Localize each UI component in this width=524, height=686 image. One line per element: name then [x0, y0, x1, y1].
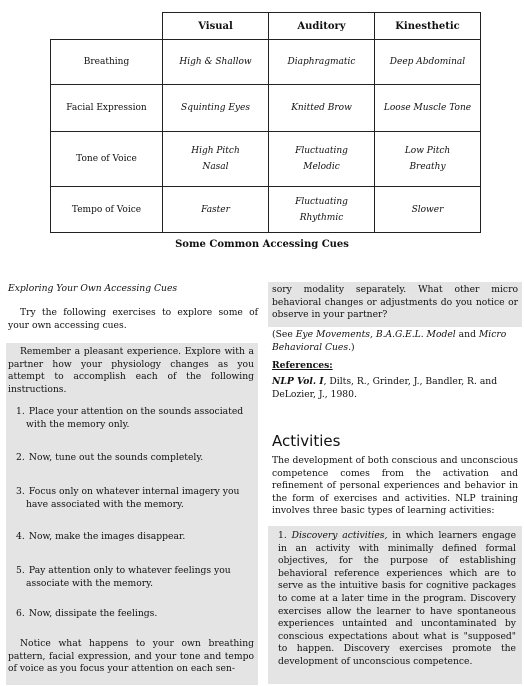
see-and: and: [455, 329, 479, 340]
exercise-heading: Exploring Your Own Accessing Cues: [8, 283, 178, 294]
cell-tone-visual: [163, 132, 269, 187]
step-text: Now, make the images disappear.: [28, 531, 186, 542]
cell-tone-auditory: [269, 132, 375, 187]
cell-tone-kinesthetic-line1: Low Pitch: [404, 146, 451, 156]
row-label-tone-of-voice: Tone of Voice: [51, 132, 163, 187]
list-item: [16, 452, 252, 465]
row-label-facial-expression: Facial Expression: [51, 85, 163, 132]
reference-title: NLP Vol. I: [272, 376, 324, 387]
list-item: [16, 565, 252, 590]
cell-breathing-kinesthetic: Deep Abdominal: [375, 40, 481, 85]
header-kinesthetic: Kinesthetic: [375, 13, 481, 40]
step-number: 5.: [16, 565, 25, 576]
cell-tone-kinesthetic: [375, 132, 481, 187]
step-text-cont: with the memory only.: [26, 418, 130, 430]
cell-tone-auditory-line1: Fluctuating: [295, 146, 348, 156]
step-number: 3.: [16, 486, 25, 497]
cell-tempo-visual: Faster: [163, 187, 269, 233]
list-item: [16, 486, 252, 511]
discovery-activities-item: [278, 530, 516, 669]
cell-tone-visual-line1: High Pitch: [191, 146, 240, 156]
see-open: (See: [272, 329, 296, 340]
table-row: [51, 40, 481, 85]
cell-tone-kinesthetic-line2: Breathy: [409, 162, 446, 172]
cell-tempo-auditory: [269, 187, 375, 233]
list-item: [16, 531, 252, 544]
cell-facial-auditory: Knitted Brow: [269, 85, 375, 132]
see-last: Micro Behavioral Cues.: [272, 329, 507, 353]
table-header-row: [51, 13, 481, 40]
cell-tone-visual-line2: Nasal: [202, 162, 229, 172]
exercise-box-outro: Notice what happens to your own breathing pattern, facial expression, and your tone and tempo of voice as you focus your attention on each sen-: [8, 638, 254, 675]
activities-heading: Activities: [272, 432, 341, 450]
see-close: ): [351, 341, 355, 353]
see-items: Eye Movements, B.A.G.E.L. Model: [295, 329, 456, 340]
reference-details: , Dilts, R., Grinder, J., Bandler, R. and DeLozier, J., 1980.: [272, 376, 498, 400]
cell-breathing-auditory: Diaphragmatic: [269, 40, 375, 85]
header-visual: Visual: [163, 13, 269, 40]
step-text-cont: associate with the memory.: [26, 577, 154, 589]
step-text: Place your attention on the sounds associated: [28, 406, 244, 417]
header-auditory: Auditory: [269, 13, 375, 40]
discovery-number: 1.: [278, 530, 287, 541]
table-row: [51, 85, 481, 132]
step-number: 2.: [16, 452, 25, 463]
references-heading: References:: [272, 360, 333, 371]
step-number: 6.: [16, 608, 25, 619]
step-text: Pay attention only to whatever feelings you: [28, 565, 231, 576]
cell-facial-visual: Squinting Eyes: [163, 85, 269, 132]
step-text: Focus only on whatever internal imagery you: [28, 486, 240, 497]
step-number: 1.: [16, 406, 25, 417]
step-text-cont: have associated with the memory.: [26, 498, 184, 510]
activities-body: The development of both conscious and unconscious competence comes from the activation and refinement of personal experiences and behavior in the form of exercises and activities. NLP training involves three basic types of learning activities:: [272, 455, 518, 517]
step-text: Now, tune out the sounds completely.: [28, 452, 204, 463]
step-number: 4.: [16, 531, 25, 542]
reference-entry: [272, 376, 518, 401]
table-row: [51, 132, 481, 187]
exercise-continuation: sory modality separately. What other micro behavioral changes or adjustments do you notice or observe in your partner?: [272, 284, 518, 321]
table-caption: Some Common Accessing Cues: [175, 239, 349, 250]
cell-tone-auditory-line2: Melodic: [303, 162, 340, 172]
table-corner-cell: [51, 13, 163, 40]
exercise-box-intro: Remember a pleasant experience. Explore with a partner how your physiology changes as you attempt to accomplish each of the following instructions.: [8, 346, 254, 395]
row-label-breathing: Breathing: [51, 40, 163, 85]
accessing-cues-table: [50, 12, 481, 233]
list-item: [16, 608, 252, 621]
discovery-body: in which learners engage in an activity with minimally defined formal objectives, for the purpose of establishing behavioral reference experiences which are to serve as the intuitive basis for cognitive packages to come at a later time in the program. Discovery exercises allow the learner to have spontaneous experiences untainted and uncontaminated by conscious expectations about what is "supposed" to happen. Discovery exercises promote the development of unconscious competence.: [278, 530, 517, 667]
cell-tempo-kinesthetic: Slower: [375, 187, 481, 233]
step-text: Now, dissipate the feelings.: [28, 608, 158, 619]
cell-tempo-auditory-line1: Fluctuating: [295, 196, 348, 207]
list-item: [16, 406, 252, 431]
cell-breathing-visual: High & Shallow: [163, 40, 269, 85]
exercise-intro: Try the following exercises to explore some of your own accessing cues.: [8, 307, 258, 331]
table-row: [51, 187, 481, 233]
see-also-note: [272, 329, 518, 354]
row-label-tempo-of-voice: Tempo of Voice: [51, 187, 163, 233]
cell-tempo-auditory-line2: Rhythmic: [299, 212, 344, 223]
cell-facial-kinesthetic: Loose Muscle Tone: [375, 85, 481, 132]
discovery-term: Discovery activities,: [291, 530, 388, 541]
